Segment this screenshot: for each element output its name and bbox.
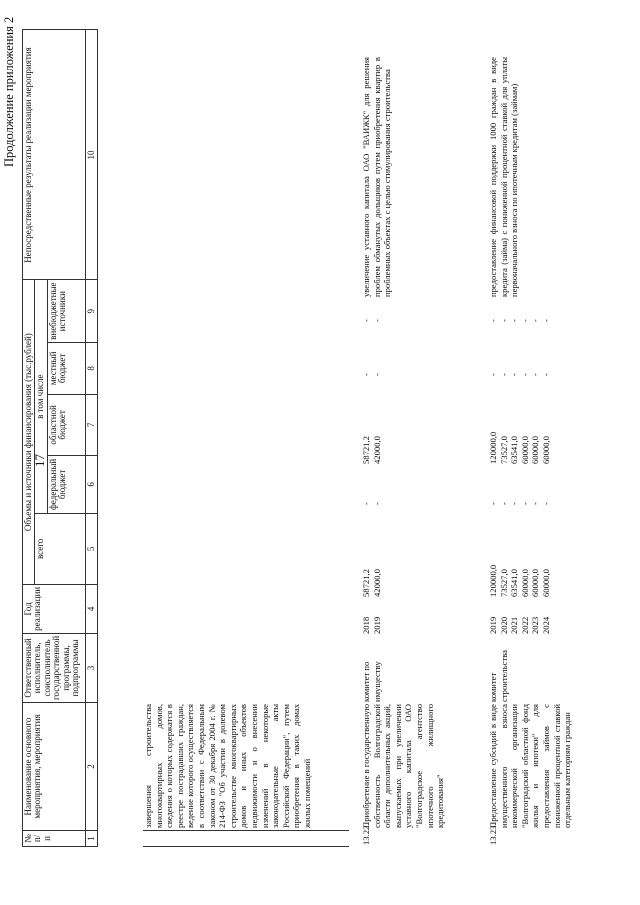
row-2-total-value: 60000,0 [530, 569, 541, 597]
row-separator-col [143, 830, 349, 831]
row-2-total-value: 73527,0 [498, 569, 509, 597]
row-1-local [361, 373, 382, 376]
colnum-1: 1 [85, 831, 97, 847]
row-1-name: Приобретение в государственную собственность Волгоградской области дополнительных акций, выпускаемых при увеличении уставного капитала ОАО "Волгоградское агентство ипотечного жилищного кредитования" [361, 704, 446, 828]
row-1-regional [361, 436, 382, 464]
row-2-extra-value: - [519, 319, 530, 322]
row-2-name: Предоставление субсидий в виде имущественного взноса некоммерческой организации "Волгоградский областной фонд жилья и ипотеки" для предоставления займов с пониженной процентной ставкой отдельным категориям граждан [488, 704, 573, 828]
row-1-total [361, 569, 382, 597]
row-2-years-value: 2023 [530, 616, 541, 634]
colnum-7: 7 [85, 394, 97, 455]
colnum-4: 4 [85, 584, 97, 633]
row-2-id: 13.23. [488, 823, 498, 845]
row-2-total [488, 565, 552, 597]
colnum-2: 2 [85, 703, 97, 831]
row-0-name: завершения строительства многоквартирных домов, сведения о которых содержатся в реестре пострадавших граждан, ведение которого осуществляется в соответствии с Федеральным законом от 30 декабря 2004 г. № 214-ФЗ "Об участии в долевом строительстве многоквартирных домов и иных объектов недвижимости и о внесении изменений в некоторые законодательные акты Российской Федерации", путем приобретения в таких домах жилых помещений [143, 704, 312, 828]
row-2-regional-value: 120000,0 [488, 431, 498, 464]
hdr-results: Непосредственные результаты реализации мероприятия [23, 30, 86, 280]
row-2-exec: комитет строительства [488, 650, 509, 702]
row-2-regional-value: 60000,0 [540, 436, 551, 464]
row-1-extra [361, 319, 382, 322]
row-2-federal-value: - [488, 502, 498, 505]
row-2-federal-value: - [530, 502, 541, 505]
row-2-regional [488, 432, 552, 464]
hdr-regional: областной бюджет [47, 394, 85, 455]
row-1-federal-value: - [371, 502, 382, 505]
row-1-exec: комитет по имуществу [361, 661, 382, 702]
row-1-regional-value: 58721,2 [361, 436, 371, 464]
colnum-10: 10 [85, 30, 97, 280]
row-2-local-value: - [498, 373, 509, 376]
colnum-9: 9 [85, 280, 97, 342]
hdr-total: всего [35, 513, 85, 584]
colnum-6: 6 [85, 455, 97, 513]
colnum-8: 8 [85, 342, 97, 394]
row-2-federal-value: - [509, 502, 520, 505]
row-1-federal [361, 502, 382, 505]
row-2-total-value: 60000,0 [519, 569, 530, 597]
row-2-regional-value: 60000,0 [530, 436, 541, 464]
hdr-incl: в том числе [35, 280, 47, 513]
header-table [22, 30, 98, 848]
row-2-local-value: - [540, 373, 551, 376]
row-2-years [488, 617, 552, 634]
row-2-extra [488, 319, 552, 322]
row-2-federal-value: - [540, 502, 551, 505]
row-1-extra-value: - [361, 319, 371, 322]
row-2-local-value: - [519, 373, 530, 376]
row-1-years-value: 2019 [371, 616, 382, 634]
row-2-total-value: 60000,0 [540, 569, 551, 597]
row-2-regional-value: 73527,0 [498, 436, 509, 464]
hdr-name: Наименование основного мероприятия, мероприятия [23, 703, 86, 831]
hdr-federal: федеральный бюджет [47, 455, 85, 513]
colnum-5: 5 [85, 513, 97, 584]
row-2-extra-value: - [509, 319, 520, 322]
row-2-years-value: 2020 [498, 616, 509, 634]
colnum-3: 3 [85, 633, 97, 702]
row-2-federal-value: - [498, 502, 509, 505]
row-2-years-value: 2024 [540, 616, 551, 634]
row-2-extra-value: - [530, 319, 541, 322]
row-1-regional-value: 42000,0 [371, 436, 382, 464]
page-number: 17 [32, 454, 47, 467]
hdr-exec: Ответственный исполнитель, соисполнитель государственной программы, подпрограммы [23, 633, 86, 702]
row-1-local-value: - [361, 373, 371, 376]
continuation-label: Продолжение приложения 2 [2, 16, 16, 167]
row-2-regional-value: 63541,0 [509, 436, 520, 464]
row-1-years-value: 2018 [361, 616, 371, 634]
row-2-regional-value: 60000,0 [519, 436, 530, 464]
row-2-federal-value: - [519, 502, 530, 505]
hdr-local: местный бюджет [47, 342, 85, 394]
row-2-federal [488, 502, 552, 505]
row-2-local-value: - [530, 373, 541, 376]
hdr-volumes: Объемы и источники финансирования (тыс.рублей) [23, 280, 35, 584]
row-2-extra-value: - [498, 319, 509, 322]
row-2-extra-value: - [488, 319, 498, 322]
hdr-year: Год реализации [23, 584, 86, 633]
hdr-num: № п/п [23, 831, 86, 847]
row-1-years [361, 617, 382, 634]
hdr-extra: внебюджетные источники [47, 280, 85, 342]
row-2-total-value: 63541,0 [509, 569, 520, 597]
row-1-id: 13.22. [361, 823, 371, 845]
row-2-years-value: 2022 [519, 616, 530, 634]
row-2-local [488, 373, 552, 376]
row-1-federal-value: - [361, 502, 371, 505]
row-2-years-value: 2019 [488, 616, 498, 634]
row-1-total-value: 42000,0 [371, 569, 382, 597]
row-2-result: предоставление финансовой поддержки 1000 граждан в виде кредита (займа) с пониженной процентной ставкой для уплаты первоначального взноса по ипотечным кредитам (займам) [488, 57, 520, 297]
row-1-total-value: 58721,2 [361, 569, 371, 597]
row-1-local-value: - [371, 373, 382, 376]
row-2-total-value: 120000,0 [488, 564, 498, 597]
row-1-extra-value: - [371, 319, 382, 322]
row-2-extra-value: - [540, 319, 551, 322]
row-2-local-value: - [488, 373, 498, 376]
row-1-result: увеличение уставного капитала ОАО "ВАИЖК" для решения проблем обманутых дольщиков путем приобретения квартир в проблемных объектах с целью стимулирования строительства [361, 57, 393, 297]
row-separator-left [143, 846, 349, 847]
row-2-years-value: 2021 [509, 616, 520, 634]
row-2-local-value: - [509, 373, 520, 376]
